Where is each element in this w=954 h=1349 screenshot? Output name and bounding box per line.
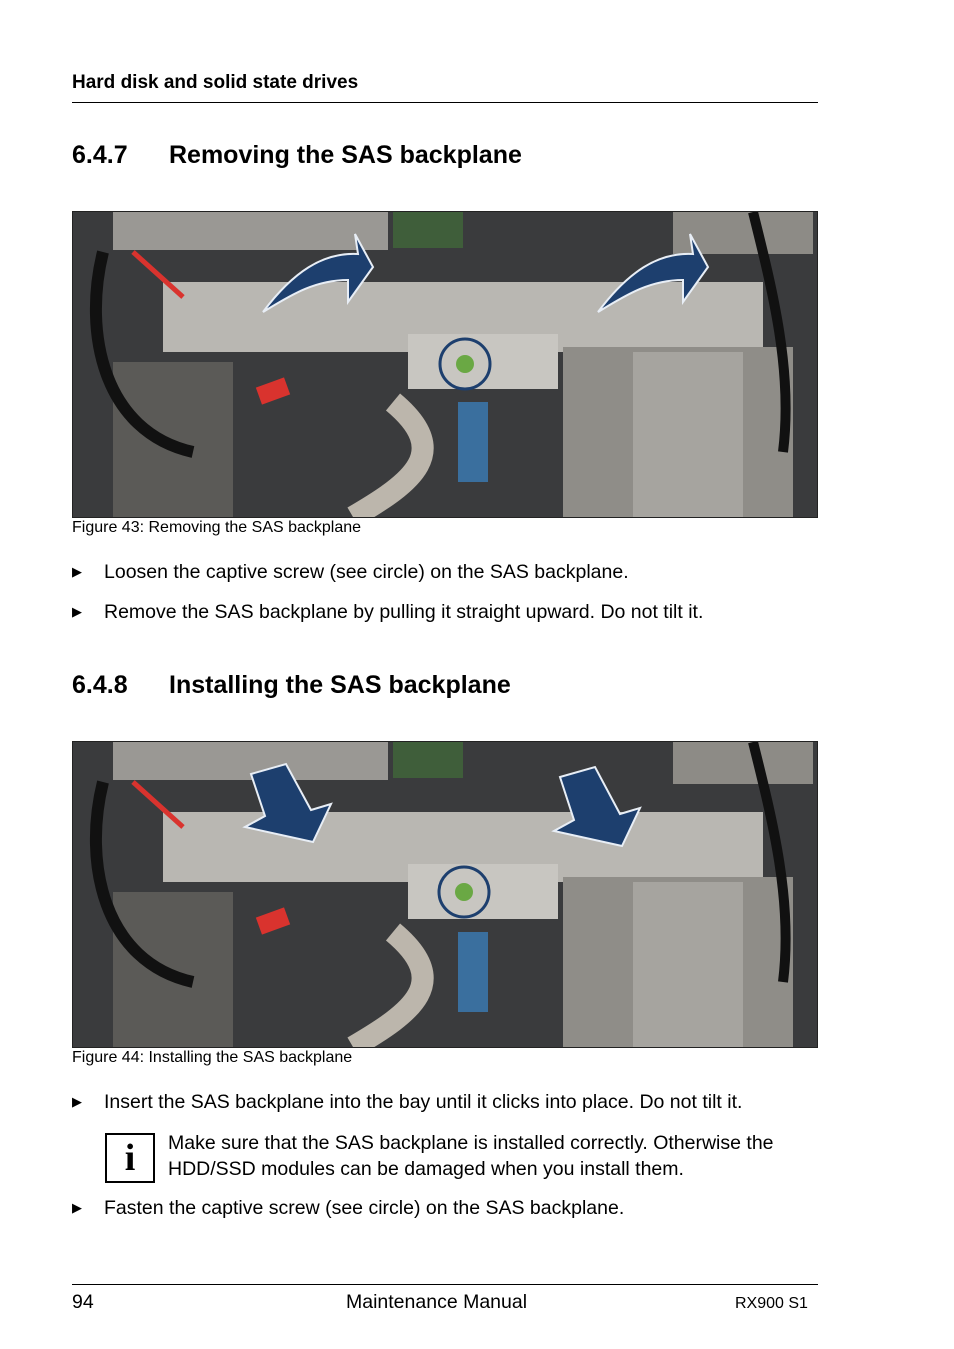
header-rule [72,102,818,103]
section-title: Removing the SAS backplane [169,141,522,169]
step-item [72,601,703,624]
step-text: Insert the SAS backplane into the bay until it clicks into place. Do not tilt it. [104,1091,743,1113]
note-text: Make sure that the SAS backplane is installed correctly. Otherwise the HDD/SSD modules can be damaged when you install them. [168,1132,774,1180]
figure-installing-sas-backplane [72,741,818,1048]
step-text: Fasten the captive screw (see circle) on the SAS backplane. [104,1197,625,1219]
step-text: Loosen the captive screw (see circle) on the SAS backplane. [104,561,629,583]
bullet-arrow-icon: ▶ [72,1094,82,1109]
figure-removing-sas-backplane [72,211,818,518]
figure-caption: Figure 43: Removing the SAS backplane [72,519,362,536]
photo-installing [73,742,817,1047]
step-item [72,1091,742,1114]
section-title: Installing the SAS backplane [169,671,511,699]
step-item [72,561,629,584]
section-number: 6.4.8 [72,671,128,699]
figure-caption: Figure 44: Installing the SAS backplane [72,1049,353,1066]
bullet-arrow-icon: ▶ [72,564,82,579]
info-icon: i [105,1133,155,1183]
running-header: Hard disk and solid state drives [72,72,359,93]
bullet-arrow-icon: ▶ [72,604,82,619]
section-number: 6.4.7 [72,141,128,169]
step-text: Remove the SAS backplane by pulling it straight upward. Do not tilt it. [104,601,704,623]
section-heading-installing [72,671,511,700]
section-heading-removing [72,141,522,170]
page-number: 94 [72,1291,94,1313]
photo-removing [73,212,817,517]
model-name: RX900 S1 [735,1295,808,1312]
footer-rule [72,1284,818,1285]
manual-title: Maintenance Manual [346,1291,528,1313]
step-item [72,1197,624,1220]
bullet-arrow-icon: ▶ [72,1200,82,1215]
